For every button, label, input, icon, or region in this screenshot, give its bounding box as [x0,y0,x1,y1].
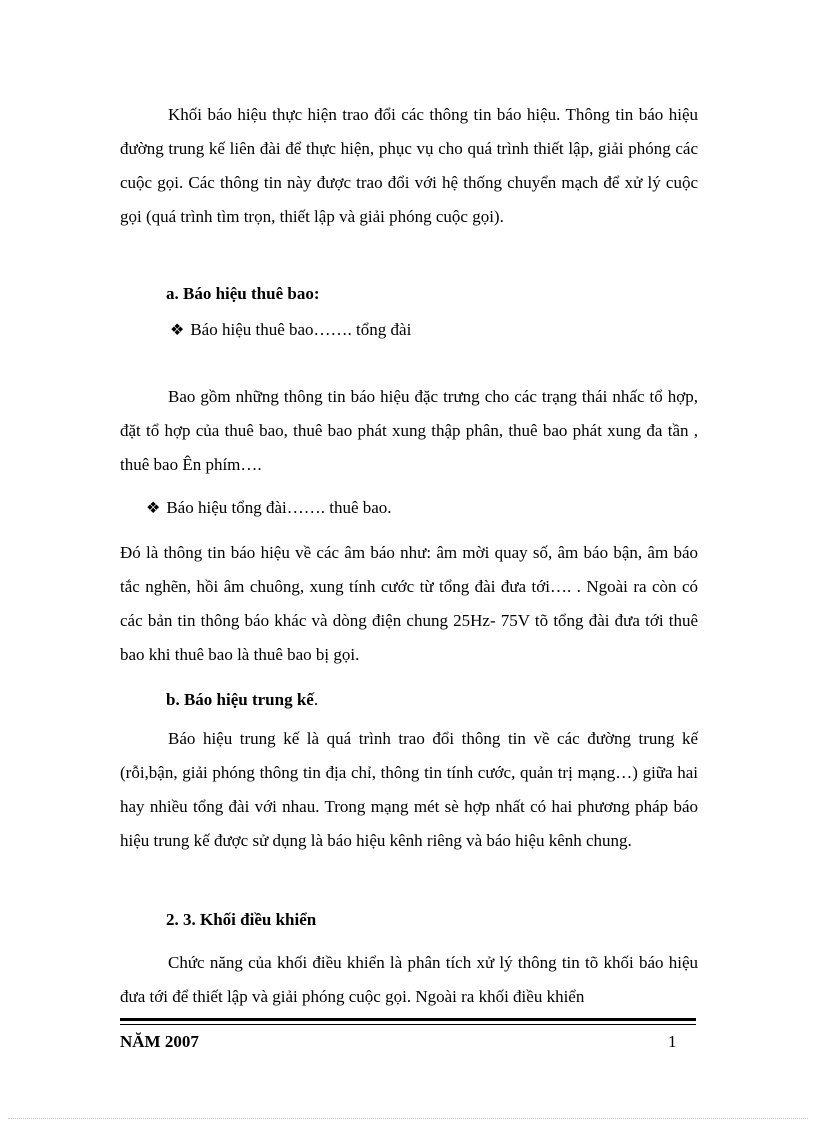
heading-trunk-signaling [166,688,318,712]
diamond-bullet-icon: ❖ [170,322,185,339]
page-number: 1 [668,1032,677,1051]
footer-rule-thick [120,1018,696,1021]
diamond-bullet-icon: ❖ [146,500,161,517]
paragraph-subscriber-signals: Bao gồm những thông tin báo hiệu đặc trưng cho các trạng thái nhấc tổ hợp, đặt tổ hợp của thuê bao, thuê bao phát xung thập phân, thuê bao phát xung đa tần , thuê bao Ên phím…. [120,387,698,474]
heading-subscriber-signaling: a. Báo hiệu thuê bao: [166,284,320,303]
bullet-subscriber-to-exchange [170,318,411,343]
paragraph-trunk: Báo hiệu trung kế là quá trình trao đổi thông tin về các đường trung kế (rỗi,bận, giải phóng thông tin địa chỉ, thông tin tính cước, quản trị mạng…) giữa hai hay nhiều tổng đài với nhau. Trong mạng mét sè hợp nhất có hai phương pháp báo hiệu trung kế được sử dụng là báo hiệu kênh riêng và báo hiệu kênh chung. [120,729,698,850]
paragraph-tones: Đó là thông tin báo hiệu về các âm báo như: âm mời quay số, âm báo bận, âm báo tắc nghẽn, hồi âm chuông, xung tính cước từ tổng đài đưa tới…. . Ngoài ra còn có các bản tin thông báo khác và dòng điện chung 25Hz- 75V tõ tổng đài đưa tới thuê bao khi thuê bao là thuê bao bị gọi. [120,543,698,664]
page-bottom-edge [8,1118,808,1119]
bullet-exchange-to-subscriber [146,496,392,521]
heading-trunk-period: . [313,690,319,709]
bullet-text: Báo hiệu thuê bao……. tổng đài [190,320,412,339]
footer-year: NĂM 2007 [120,1032,199,1051]
heading-control-block: 2. 3. Khối điều khiển [166,910,317,929]
bullet-text: Báo hiệu tổng đài……. thuê bao. [166,498,392,517]
paragraph-intro: Khối báo hiệu thực hiện trao đổi các thông tin báo hiệu. Thông tin báo hiệu đường trung kế liên đài để thực hiện, phục vụ cho quá trình thiết lập, giải phóng các cuộc gọi. Các thông tin này được trao đổi với hệ thống chuyển mạch để xử lý cuộc gọi (quá trình tìm trọn, thiết lập và giải phóng cuộc gọi). [120,105,698,226]
footer-rule-thin [120,1024,696,1025]
paragraph-control: Chức năng của khối điều khiển là phân tích xử lý thông tin tõ khối báo hiệu đưa tới để thiết lập và giải phóng cuộc gọi. Ngoài ra khối điều khiển [120,953,698,1006]
heading-trunk-text: b. Báo hiệu trung kế [166,690,314,709]
